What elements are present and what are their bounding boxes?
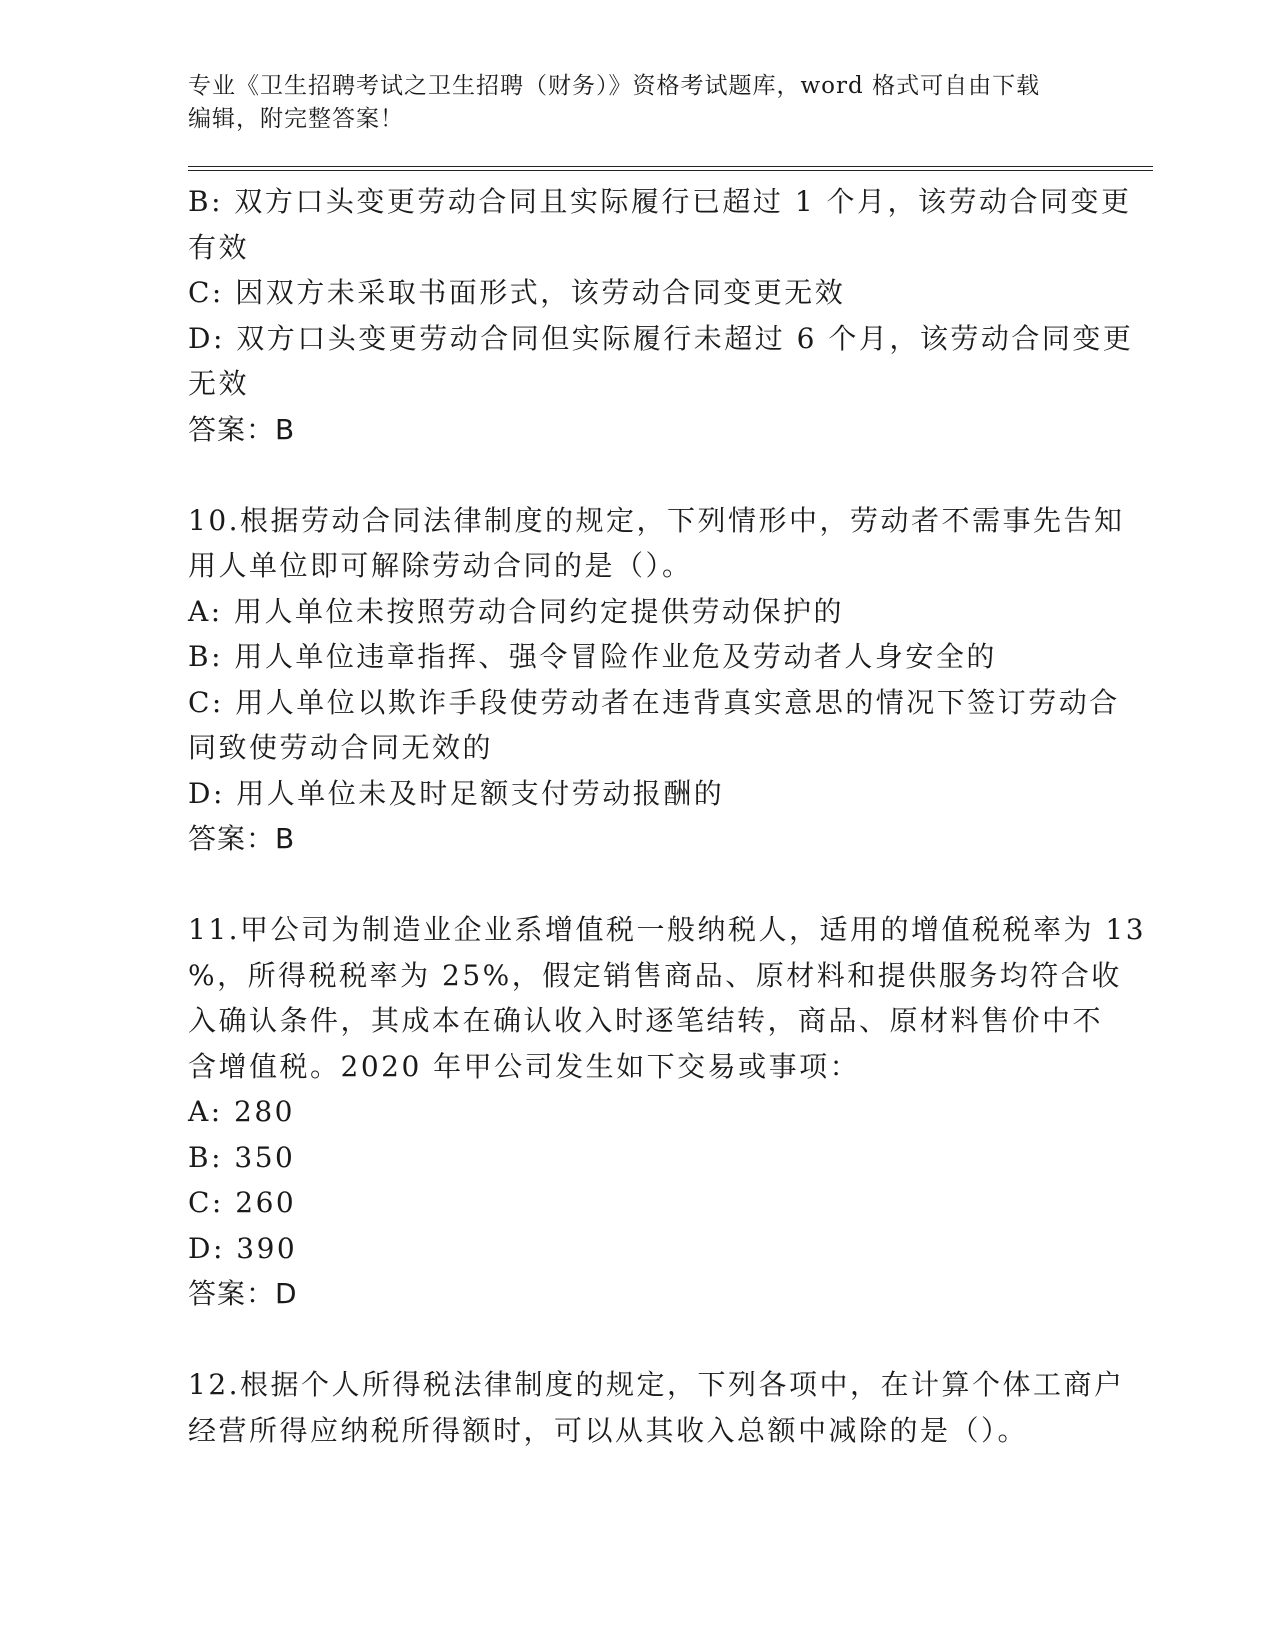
question-11 [188,907,1148,1317]
question-9-tail [188,179,1148,452]
question-stem-cont: 经营所得应纳税所得额时，可以从其收入总额中减除的是（）。 [188,1413,1029,1447]
question-12 [188,1362,1148,1453]
option-c: C: 260 [188,1186,297,1219]
question-stem-cont: %，所得税税率为 25%，假定销售商品、原材料和提供服务均符合收 [188,958,1122,992]
option-b: B: 双方口头变更劳动合同且实际履行已超过 1 个月，该劳动合同变更 [188,185,1132,218]
option-a: A: 280 [188,1095,295,1128]
option-b-cont: 有效 [188,230,250,264]
document-header [188,70,1148,136]
option-d-cont: 无效 [188,367,250,400]
question-10 [188,498,1148,862]
question-stem-cont: 用人单位即可解除劳动合同的是（）。 [188,549,693,582]
document-page [188,70,1148,1453]
spacer [188,1317,1148,1363]
spacer [188,862,1148,908]
question-stem-cont: 含增值税。2020 年甲公司发生如下交易或事项： [188,1049,861,1083]
header-line-1: 专业《卫生招聘考试之卫生招聘（财务）》资格考试题库，word 格式可自由下载 [188,73,1041,99]
document-body [188,179,1148,1453]
option-c: C: 用人单位以欺诈手段使劳动者在违背真实意思的情况下签订劳动合 [188,685,1120,719]
option-b: B: 350 [188,1140,296,1174]
header-divider [188,166,1153,171]
answer: 答案：D [188,1277,298,1310]
question-stem-cont: 入确认条件，其成本在确认收入时逐笔结转，商品、原材料售价中不 [188,1004,1104,1037]
option-a: A: 用人单位未按照劳动合同约定提供劳动保护的 [188,594,845,628]
option-b: B: 用人单位违章指挥、强令冒险作业危及劳动者人身安全的 [188,640,997,673]
question-stem: 11.甲公司为制造业企业系增值税一般纳税人，适用的增值税税率为 13 [188,913,1147,946]
option-d: D: 390 [188,1231,298,1265]
spacer [188,452,1148,498]
question-stem: 10.根据劳动合同法律制度的规定，下列情形中，劳动者不需事先告知 [188,503,1125,537]
header-line-2: 编辑，附完整答案！ [188,106,404,132]
option-d: D: 双方口头变更劳动合同但实际履行未超过 6 个月，该劳动合同变更 [188,321,1134,355]
option-d: D: 用人单位未及时足额支付劳动报酬的 [188,776,725,810]
option-c-cont: 同致使劳动合同无效的 [188,731,494,764]
answer: 答案：B [188,412,296,446]
option-c: C: 因双方未采取书面形式，该劳动合同变更无效 [188,276,846,309]
question-stem: 12.根据个人所得税法律制度的规定，下列各项中，在计算个体工商户 [188,1368,1125,1401]
answer: 答案：B [188,822,296,855]
